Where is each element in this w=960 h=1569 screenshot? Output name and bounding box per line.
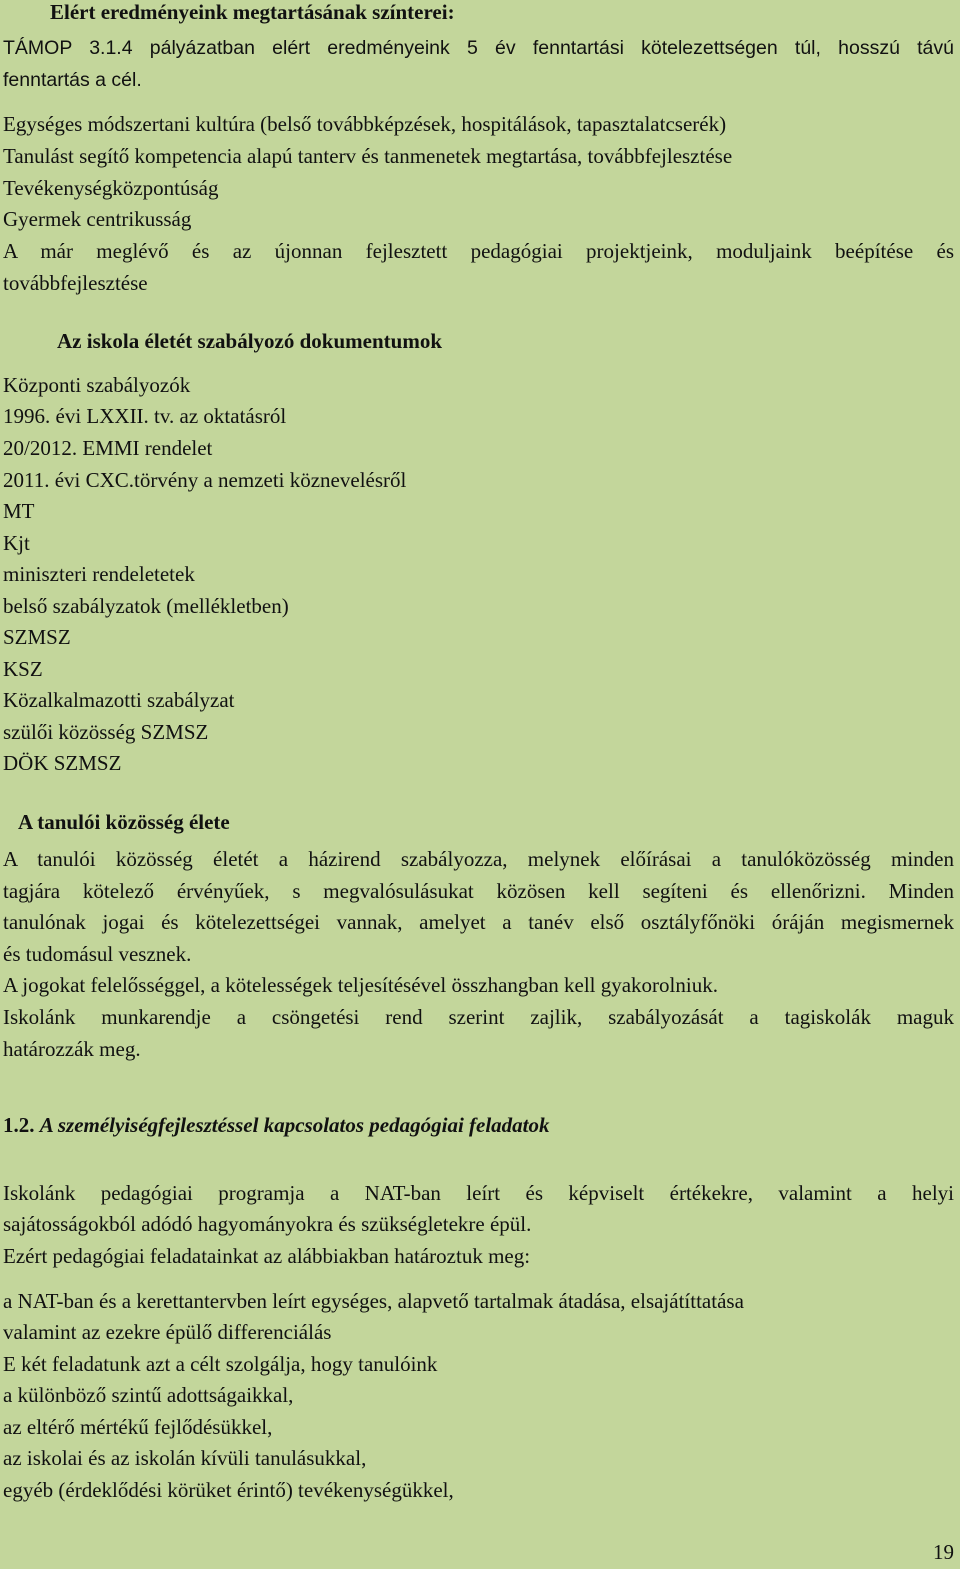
section-item: E két feladatunk azt a célt szolgálja, hogy tanulóink	[3, 1352, 438, 1376]
section-item: valamint az ezekre épülő differenciálás	[3, 1320, 332, 1344]
document-item: DÖK SZMSZ	[3, 751, 122, 775]
document-item: miniszteri rendeletetek	[3, 562, 195, 586]
community-p1-line: tanulónak jogai és kötelezettségei vannak, amelyet a tanév első osztályfőnöki óráján megismernek	[3, 910, 954, 934]
document-item: szülői közösség SZMSZ	[3, 720, 209, 744]
community-p2: A jogokat felelősséggel, a kötelességek teljesítésével összhangban kell gyakorolniuk.	[3, 973, 718, 997]
document-item: 20/2012. EMMI rendelet	[3, 436, 213, 460]
intro-item: Gyermek centrikusság	[3, 207, 192, 231]
tamop-line-2: fenntartás a cél.	[3, 69, 142, 91]
section-p2: Ezért pedagógiai feladatainkat az alábbiakban határoztuk meg:	[3, 1244, 531, 1268]
document-item: 1996. évi LXXII. tv. az oktatásról	[3, 404, 287, 428]
document-item: Közalkalmazotti szabályzat	[3, 688, 235, 712]
community-p1-line: A tanulói közösség életét a házirend szabályozza, melynek előírásai a tanulóközösség minden	[3, 847, 954, 871]
community-p1-line: tagjára kötelező érvényűek, s megvalósulásukat közösen kell segíteni és ellenőrizni. Minden	[3, 879, 954, 903]
page-number: 19	[933, 1540, 954, 1564]
intro-item: Tanulást segítő kompetencia alapú tanterv és tanmenetek megtartása, továbbfejlesztése	[3, 144, 733, 168]
intro-item: Tevékenységközpontúság	[3, 176, 219, 200]
document-item: Kjt	[3, 531, 30, 555]
intro-item: Egységes módszertani kultúra (belső továbbképzések, hospitálások, tapasztalatcserék)	[3, 112, 727, 136]
document-item: belső szabályzatok (mellékletben)	[3, 594, 289, 618]
document-item: KSZ	[3, 657, 43, 681]
community-heading: A tanulói közösség élete	[18, 810, 230, 834]
document-item: 2011. évi CXC.törvény a nemzeti köznevelésről	[3, 468, 407, 492]
section-p1-line-1: Iskolánk pedagógiai programja a NAT-ban leírt és képviselt értékekre, valamint a helyi	[3, 1181, 954, 1205]
documents-heading: Az iskola életét szabályozó dokumentumok	[57, 329, 442, 353]
projects-line-2: továbbfejlesztése	[3, 271, 148, 295]
section-item: a különböző szintű adottságaikkal,	[3, 1383, 294, 1407]
tamop-line-1: TÁMOP 3.1.4 pályázatban elért eredményeink 5 év fenntartási kötelezettségen túl, hosszú távú	[3, 37, 954, 59]
section-number: 1.2.	[3, 1113, 35, 1137]
community-p3-line-2: határozzák meg.	[3, 1037, 141, 1061]
document-item: SZMSZ	[3, 625, 71, 649]
section-heading	[3, 1111, 550, 1139]
section-item: a NAT-ban és a kerettantervben leírt egységes, alapvető tartalmak átadása, elsajátíttatása	[3, 1289, 744, 1313]
document-item: Központi szabályozók	[3, 373, 191, 397]
section-p1-line-2: sajátosságokból adódó hagyományokra és szükségletekre épül.	[3, 1212, 532, 1236]
section-item: az eltérő mértékű fejlődésükkel,	[3, 1415, 273, 1439]
intro-heading: Elért eredményeink megtartásának színterei:	[50, 0, 455, 24]
projects-line-1: A már meglévő és az újonnan fejlesztett pedagógiai projektjeink, moduljaink beépítése és	[3, 239, 954, 263]
section-title: A személyiségfejlesztéssel kapcsolatos pedagógiai feladatok	[39, 1113, 550, 1137]
community-p1-last: és tudomásul vesznek.	[3, 942, 192, 966]
section-item: az iskolai és az iskolán kívüli tanulásukkal,	[3, 1446, 367, 1470]
community-p3-line-1: Iskolánk munkarendje a csöngetési rend szerint zajlik, szabályozását a tagiskolák maguk	[3, 1005, 954, 1029]
section-item: egyéb (érdeklődési körüket érintő) tevékenységükkel,	[3, 1478, 454, 1502]
document-item: MT	[3, 499, 35, 523]
